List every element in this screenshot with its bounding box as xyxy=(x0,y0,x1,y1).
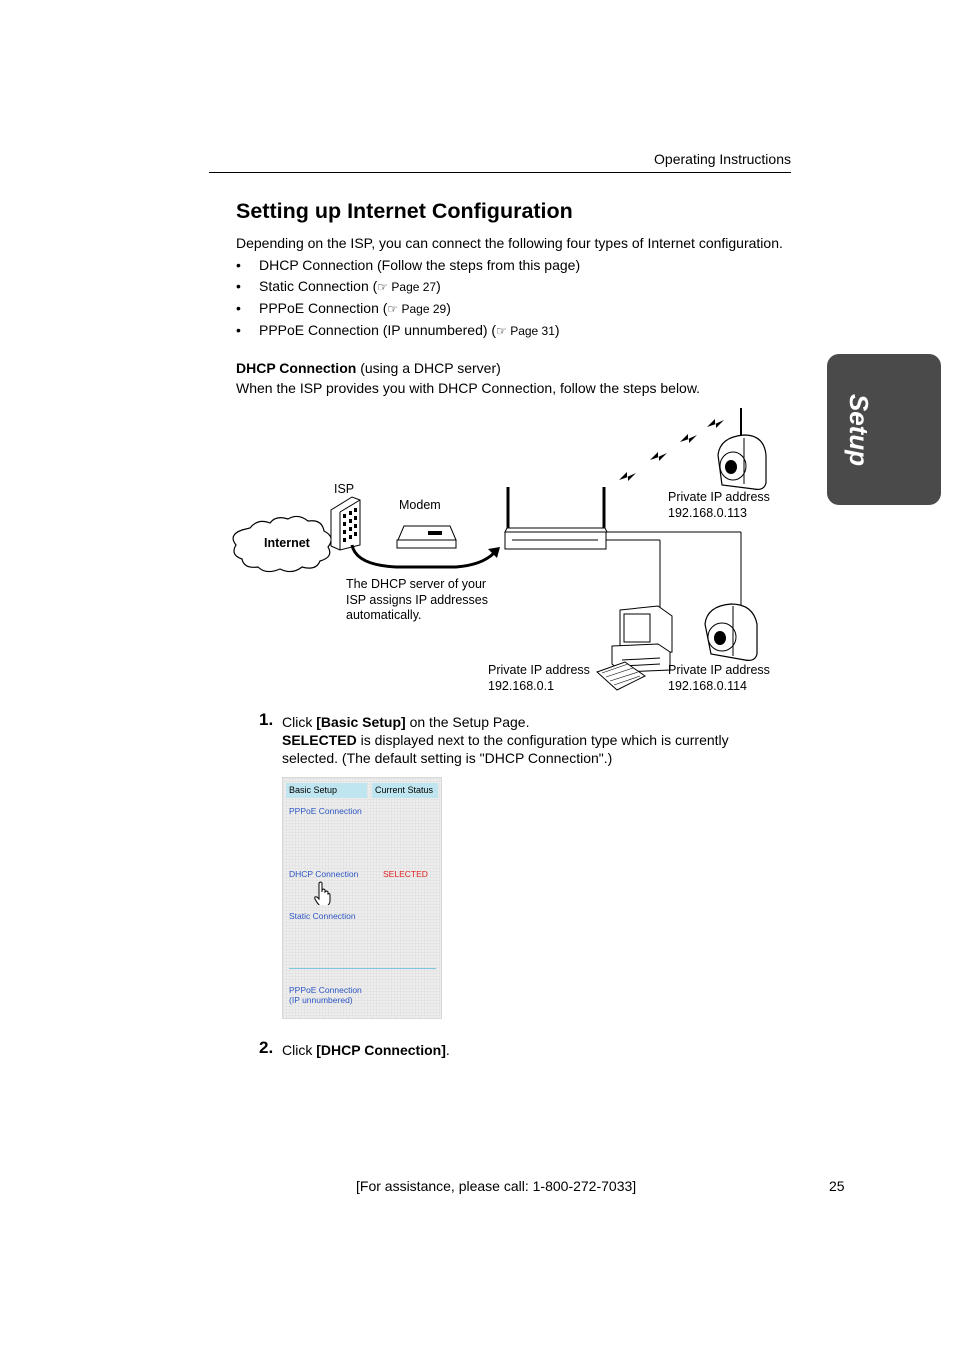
dhcp-server-note: The DHCP server of your ISP assigns IP addresses automatically. xyxy=(346,577,488,622)
intro-text: Depending on the ISP, you can connect the following four types of Internet configuration. xyxy=(236,235,783,251)
running-header: Operating Instructions xyxy=(654,151,791,167)
step-2-text: Click [DHCP Connection]. xyxy=(282,1042,450,1058)
page-title: Setting up Internet Configuration xyxy=(236,199,573,223)
static-connection-link[interactable]: Static Connection xyxy=(289,911,356,921)
building-icon xyxy=(331,497,360,550)
list-item: • PPPoE Connection (☞ Page 29) xyxy=(236,300,451,316)
camera-icon xyxy=(705,604,757,660)
panel-divider xyxy=(289,968,436,969)
list-item: • Static Connection (☞ Page 27) xyxy=(236,278,441,294)
basic-setup-panel xyxy=(282,777,442,1019)
internet-label: Internet xyxy=(264,536,310,550)
page-reference: ☞ Page 31 xyxy=(496,324,555,338)
pppoe-connection-link[interactable]: PPPoE Connection xyxy=(289,806,362,816)
camera-top-address: Private IP address 192.168.0.113 xyxy=(668,490,770,520)
list-item: • DHCP Connection (Follow the steps from this page) xyxy=(236,257,581,273)
modem-label: Modem xyxy=(399,498,441,512)
panel-header-current-status: Current Status xyxy=(372,783,438,798)
assistance-footer: [For assistance, please call: 1-800-272-7033] xyxy=(356,1178,637,1194)
dhcp-connection-link[interactable]: DHCP Connection xyxy=(289,869,359,879)
wireless-signal-icon xyxy=(619,419,724,481)
dhcp-section-heading: DHCP Connection (using a DHCP server) xyxy=(236,360,501,376)
page-number: 25 xyxy=(829,1178,845,1194)
isp-label: ISP xyxy=(334,482,355,496)
page-reference: ☞ Page 27 xyxy=(377,280,437,294)
dhcp-section-description: When the ISP provides you with DHCP Connection, follow the steps below. xyxy=(236,380,701,396)
camera-icon xyxy=(718,408,766,489)
step-1-text: Click [Basic Setup] on the Setup Page. SELECTED is displayed next to the configuration type which is currently selected. (The default setting is "DHCP Connection".) xyxy=(282,714,729,766)
pc-address: Private IP address 192.168.0.1 xyxy=(488,663,590,693)
list-item: • PPPoE Connection (IP unnumbered) (☞ Page 31) xyxy=(236,322,560,338)
camera-bottom-address: Private IP address 192.168.0.114 xyxy=(668,663,770,693)
page-reference: ☞ Page 29 xyxy=(387,302,447,316)
panel-header-basic-setup: Basic Setup xyxy=(286,783,367,798)
pppoe-unnumbered-link[interactable]: PPPoE Connection (IP unnumbered) xyxy=(289,985,362,1005)
hand-pointer-icon xyxy=(313,881,331,905)
computer-icon xyxy=(597,606,672,690)
section-tab-label: Setup xyxy=(844,393,874,467)
modem-icon xyxy=(397,526,456,548)
router-icon xyxy=(505,487,607,549)
selected-status: SELECTED xyxy=(383,869,428,879)
step-number: 1. xyxy=(259,710,274,729)
step-number: 2. xyxy=(259,1038,274,1057)
